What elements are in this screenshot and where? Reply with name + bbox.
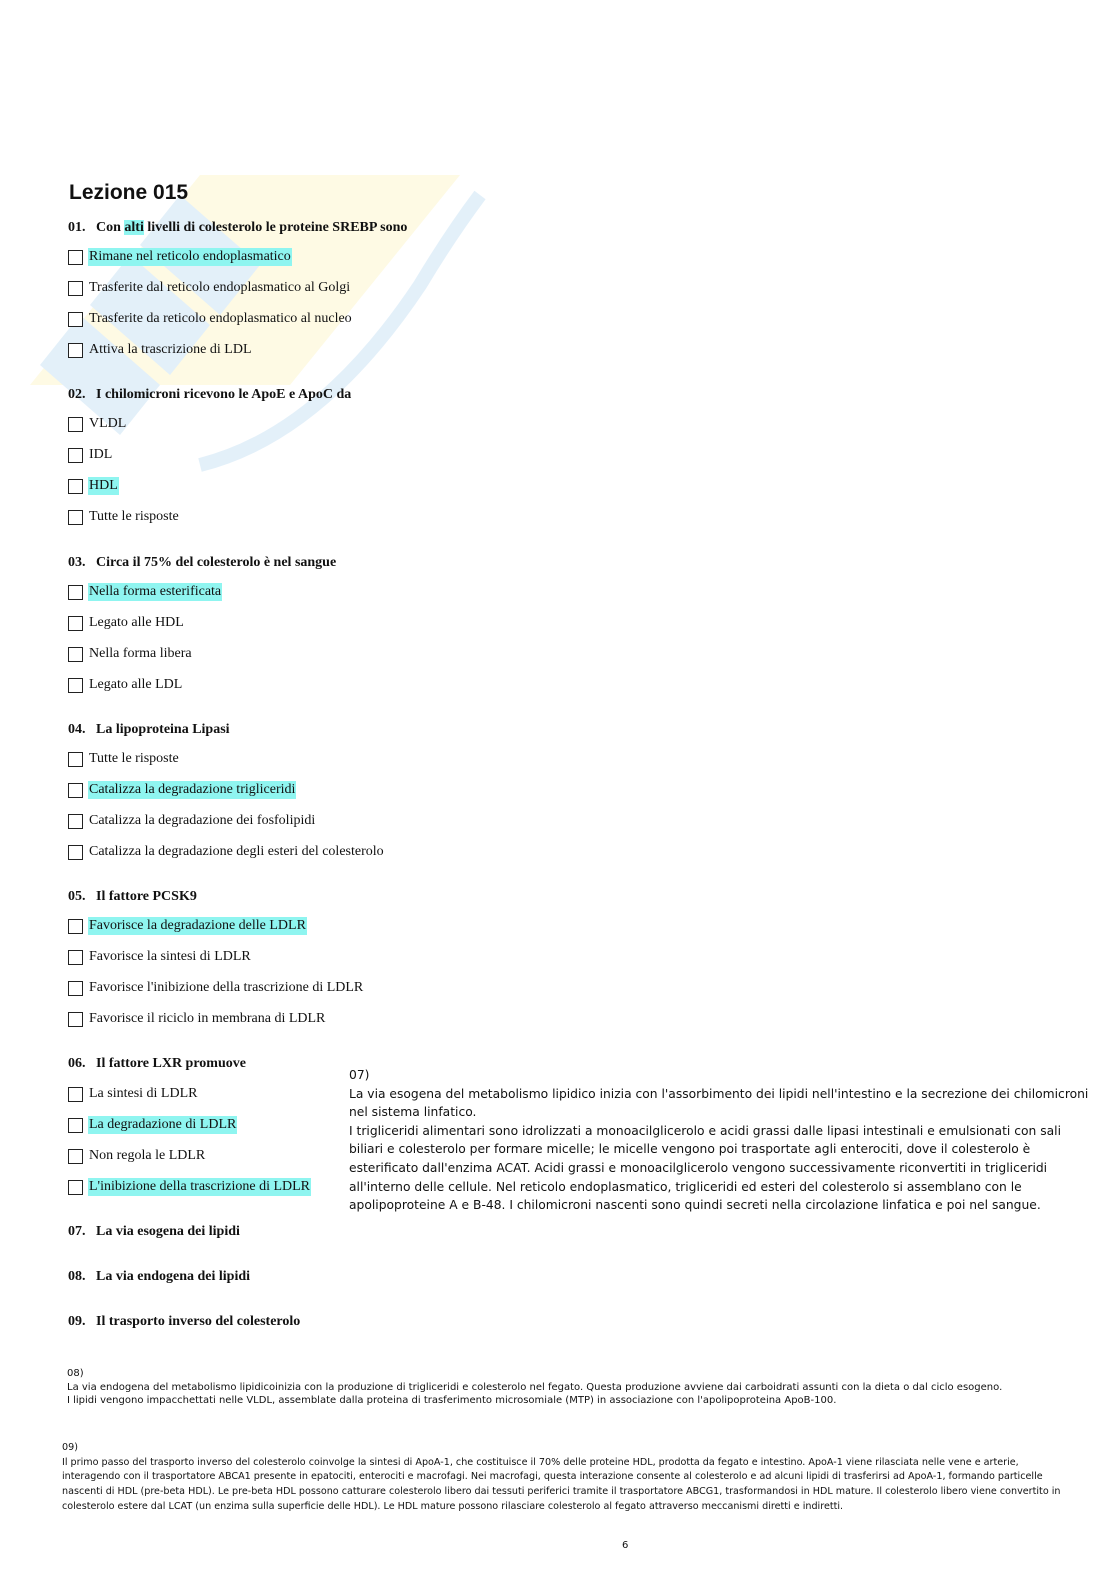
option-label: Catalizza la degradazione dei fosfolipidi: [89, 813, 316, 828]
question-text: Con: [96, 220, 125, 235]
answer-paragraph: I lipidi vengono impacchettati nelle VLDL, assemblate dalla proteina di trasferimento microsomiale (MTP) in associazione con l'apolipoproteina ApoB-100.: [67, 1395, 837, 1407]
question-text: La lipoproteina Lipasi: [96, 722, 230, 737]
question-04: [68, 722, 230, 738]
option-02-b[interactable]: [68, 446, 113, 464]
highlighted-word: alti: [124, 220, 144, 235]
option-label: Rimane nel reticolo endoplasmatico: [89, 249, 291, 264]
question-number: 06.: [68, 1056, 86, 1071]
option-label: Trasferite dal reticolo endoplasmatico al Golgi: [89, 280, 351, 295]
checkbox[interactable]: [68, 1012, 83, 1027]
checkbox[interactable]: [68, 1118, 83, 1133]
option-03-a[interactable]: [68, 583, 222, 601]
option-label: Trasferite da reticolo endoplasmatico al nucleo: [89, 311, 352, 326]
question-text: La via endogena dei lipidi: [96, 1269, 251, 1284]
question-number: 05.: [68, 889, 86, 904]
question-03: [68, 555, 336, 571]
answer-paragraph: La via esogena del metabolismo lipidico inizia con l'assorbimento dei lipidi nell'intestino e la secrezione dei chilomicroni nel sistema linfatico.: [349, 1086, 1089, 1120]
option-label: Favorisce la sintesi di LDLR: [89, 949, 251, 964]
checkbox[interactable]: [68, 919, 83, 934]
option-06-b[interactable]: [68, 1116, 237, 1134]
checkbox[interactable]: [68, 1087, 83, 1102]
checkbox[interactable]: [68, 981, 83, 996]
option-label: Nella forma libera: [89, 646, 192, 661]
question-01: [68, 220, 407, 236]
option-01-a[interactable]: [68, 248, 292, 266]
question-text: Il fattore LXR promuove: [96, 1056, 246, 1071]
option-05-b[interactable]: [68, 948, 252, 966]
checkbox[interactable]: [68, 950, 83, 965]
checkbox[interactable]: [68, 678, 83, 693]
option-label: Favorisce l'inibizione della trascrizione di LDLR: [89, 980, 364, 995]
page-title: Lezione 015: [69, 181, 189, 204]
checkbox[interactable]: [68, 312, 83, 327]
answer-07: [349, 1066, 1089, 1215]
option-03-d[interactable]: [68, 676, 183, 694]
option-label: La degradazione di LDLR: [89, 1117, 237, 1132]
checkbox[interactable]: [68, 1180, 83, 1195]
option-label: VLDL: [89, 416, 127, 431]
checkbox[interactable]: [68, 479, 83, 494]
option-02-a[interactable]: [68, 415, 127, 433]
option-06-c[interactable]: [68, 1147, 206, 1165]
answer-08: [67, 1367, 1067, 1408]
answer-label: 07): [349, 1068, 370, 1082]
checkbox[interactable]: [68, 448, 83, 463]
question-number: 02.: [68, 387, 86, 402]
question-text: Circa il 75% del colesterolo è nel sangue: [96, 555, 337, 570]
option-05-d[interactable]: [68, 1010, 326, 1028]
checkbox[interactable]: [68, 250, 83, 265]
option-label: Catalizza la degradazione trigliceridi: [89, 782, 296, 797]
question-number: 03.: [68, 555, 86, 570]
option-label: L'inibizione della trascrizione di LDLR: [89, 1179, 311, 1194]
question-text: Il fattore PCSK9: [96, 889, 197, 904]
answer-label: 09): [62, 1442, 78, 1453]
answer-paragraph: I trigliceridi alimentari sono idrolizzati a monoacilglicerolo e acidi grassi dalle lipasi intestinali e emulsionati con sali biliari e colesterolo per formare micelle; le micelle vengono poi trasportate agli enterociti, dove il colesterolo è esterificato dall'enzima ACAT. Acidi grassi e monoacilglicerolo vengono successivamente riconvertiti in trigliceridi all'interno delle cellule. Nel reticolo endoplasmatico, trigliceridi ed esteri del colesterolo si assemblano con le apolipoproteine A e B-48. I chilomicroni nascenti sono quindi secreti nella circolazione linfatica e poi nel sangue.: [349, 1123, 1062, 1213]
option-label: Catalizza la degradazione degli esteri del colesterolo: [89, 844, 384, 859]
question-text: La via esogena dei lipidi: [96, 1224, 240, 1239]
option-03-c[interactable]: [68, 645, 193, 663]
checkbox[interactable]: [68, 281, 83, 296]
option-label: Favorisce la degradazione delle LDLR: [89, 918, 306, 933]
option-06-d[interactable]: [68, 1178, 311, 1196]
question-number: 04.: [68, 722, 86, 737]
option-06-a[interactable]: [68, 1085, 199, 1103]
option-label: Nella forma esterificata: [89, 584, 222, 599]
question-number: 09.: [68, 1314, 86, 1329]
checkbox[interactable]: [68, 343, 83, 358]
option-label: Legato alle HDL: [89, 615, 184, 630]
option-04-c[interactable]: [68, 812, 316, 830]
option-label: Tutte le risposte: [89, 509, 179, 524]
option-01-b[interactable]: [68, 279, 351, 297]
option-05-c[interactable]: [68, 979, 364, 997]
option-02-d[interactable]: [68, 508, 180, 526]
question-text-end: livelli di colesterolo le proteine SREBP sono: [143, 220, 408, 235]
checkbox[interactable]: [68, 1149, 83, 1164]
question-text: Il trasporto inverso del colesterolo: [96, 1314, 301, 1329]
question-09: [68, 1314, 300, 1330]
question-number: 01.: [68, 220, 86, 235]
question-08: [68, 1269, 250, 1285]
option-05-a[interactable]: [68, 917, 307, 935]
checkbox[interactable]: [68, 647, 83, 662]
option-04-d[interactable]: [68, 843, 385, 861]
option-label: Attiva la trascrizione di LDL: [89, 342, 252, 357]
question-number: 07.: [68, 1224, 86, 1239]
answer-paragraph: La via endogena del metabolismo lipidicoinizia con la produzione di trigliceridi e colesterolo nel fegato. Questa produzione avviene dai carboidrati assunti con la dieta o dal ciclo esogeno.: [67, 1381, 1003, 1393]
answer-label: 08): [67, 1368, 84, 1379]
question-text: I chilomicroni ricevono le ApoE e ApoC da: [96, 387, 352, 402]
option-label: IDL: [89, 447, 113, 462]
checkbox[interactable]: [68, 510, 83, 525]
checkbox[interactable]: [68, 814, 83, 829]
question-07: [68, 1224, 240, 1240]
question-06: [68, 1056, 246, 1072]
page-number: 6: [622, 1540, 629, 1551]
option-01-c[interactable]: [68, 310, 353, 328]
question-number: 08.: [68, 1269, 86, 1284]
option-04-a[interactable]: [68, 750, 180, 768]
checkbox[interactable]: [68, 616, 83, 631]
option-label: Tutte le risposte: [89, 751, 179, 766]
option-label: Legato alle LDL: [89, 677, 183, 692]
option-01-d[interactable]: [68, 341, 253, 359]
question-02: [68, 387, 351, 403]
option-label: La sintesi di LDLR: [89, 1086, 198, 1101]
option-02-c[interactable]: [68, 477, 119, 495]
answer-09: [62, 1441, 1062, 1515]
checkbox[interactable]: [68, 845, 83, 860]
checkbox[interactable]: [68, 783, 83, 798]
option-label: HDL: [89, 478, 118, 493]
option-03-b[interactable]: [68, 614, 185, 632]
option-label: Favorisce il riciclo in membrana di LDLR: [89, 1011, 326, 1026]
question-05: [68, 889, 197, 905]
answer-paragraph: Il primo passo del trasporto inverso del colesterolo coinvolge la sintesi di ApoA-1, che costituisce il 70% delle proteine HDL, prodotta da fegato e intestino. ApoA-1 viene rilasciata nelle vene e arterie, interagendo con il trasportatore ABCA1 presente in epatociti, enterociti e macrofagi. Nei macrofagi, questa interazione consente al colesterolo e ad alcuni lipidi di trasferirsi ad ApoA-1, formando particelle nascenti di HDL (pre-beta HDL). Le pre-beta HDL possono catturare colesterolo libero dai tessuti periferici tramite il trasportatore ABCG1, trasformandosi in HDL mature. Il colesterolo libero viene convertito in colesterolo estere dal LCAT (un enzima sulla superficie delle HDL). Le HDL mature possono rilasciare colesterolo al fegato attraverso meccanismi diretti e indiretti.: [62, 1456, 1061, 1512]
checkbox[interactable]: [68, 585, 83, 600]
option-04-b[interactable]: [68, 781, 296, 799]
checkbox[interactable]: [68, 417, 83, 432]
option-label: Non regola le LDLR: [89, 1148, 206, 1163]
checkbox[interactable]: [68, 752, 83, 767]
